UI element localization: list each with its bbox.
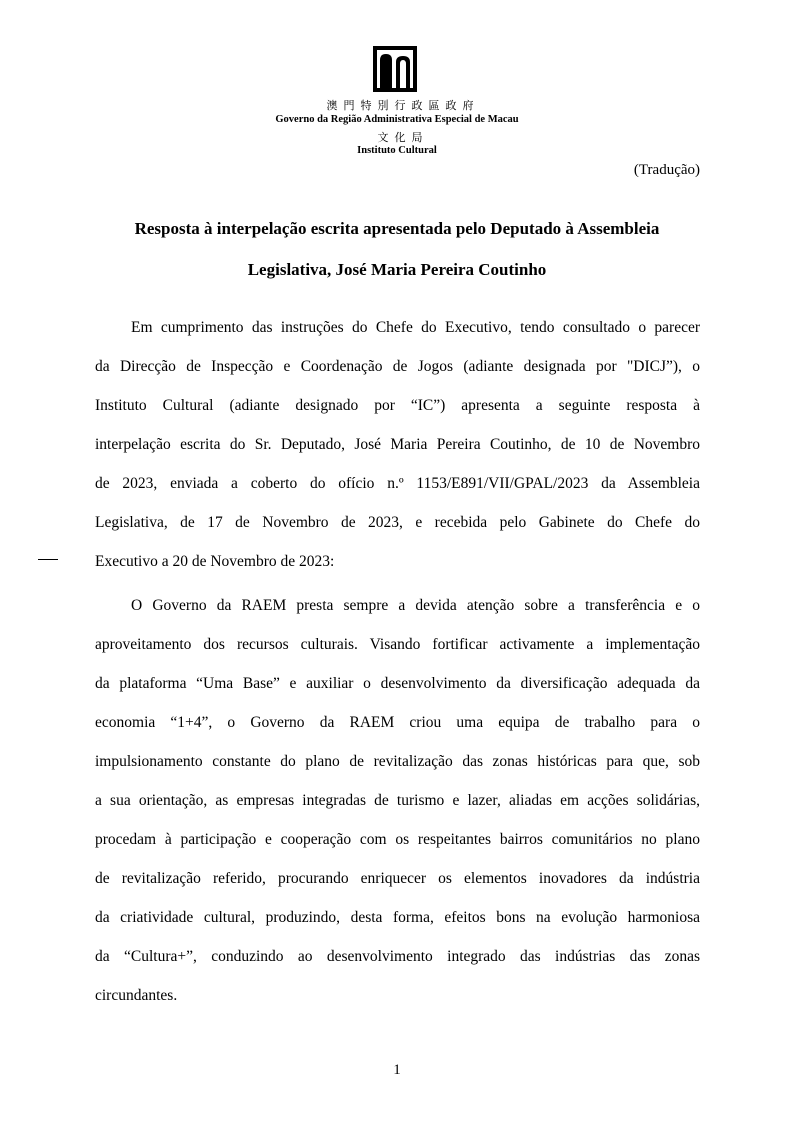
paragraph-line: Instituto Cultural (adiante designado por “IC”) apresenta a seguinte resposta à [95, 397, 700, 414]
paragraph-line: da criatividade cultural, produzindo, desta forma, efeitos bons na evolução harmoniosa [95, 909, 700, 926]
paragraph-line: circundantes. [95, 987, 178, 1004]
paragraph-line: da plataforma “Uma Base” e auxiliar o desenvolvimento da diversificação adequada da [95, 675, 700, 692]
header-institute-chinese: 文化局 [377, 131, 429, 144]
paragraph-line: economia “1+4”, o Governo da RAEM criou uma equipa de trabalho para o [95, 714, 700, 731]
page-number: 1 [393, 1062, 401, 1078]
translation-note: (Tradução) [633, 162, 700, 178]
paragraph-line: Em cumprimento das instruções do Chefe do Executivo, tendo consultado o parecer [131, 319, 700, 336]
document-title-line-1: Resposta à interpelação escrita apresentada pelo Deputado à Assembleia [134, 219, 660, 238]
paragraph-line: de 2023, enviada a coberto do ofício n.º 1153/E891/VII/GPAL/2023 da Assembleia [95, 475, 700, 492]
margin-dash [38, 559, 58, 560]
paragraph-line: a sua orientação, as empresas integradas de turismo e lazer, aliadas em acções solidárias, [95, 792, 700, 809]
paragraph-line: aproveitamento dos recursos culturais. Visando fortificar activamente a implementação [95, 636, 700, 653]
header-region-portuguese: Governo da Região Administrativa Especial de Macau [275, 114, 519, 125]
paragraph-line: da “Cultura+”, conduzindo ao desenvolvimento integrado das indústrias das zonas [95, 948, 700, 965]
macau-sar-emblem-icon [373, 46, 417, 92]
header-institute-portuguese: Instituto Cultural [357, 145, 437, 156]
paragraph-line: Executivo a 20 de Novembro de 2023: [95, 553, 335, 570]
paragraph-line: da Direcção de Inspecção e Coordenação de Jogos (adiante designada por "DICJ”), o [95, 358, 700, 375]
paragraph-line: interpelação escrita do Sr. Deputado, José Maria Pereira Coutinho, de 10 de Novembro [95, 436, 700, 453]
paragraph-line: O Governo da RAEM presta sempre a devida atenção sobre a transferência e o [131, 597, 700, 614]
document-title-line-2: Legislativa, José Maria Pereira Coutinho [247, 260, 547, 279]
paragraph-line: impulsionamento constante do plano de revitalização das zonas históricas para que, sob [95, 753, 700, 770]
header-region-chinese: 澳門特別行政區政府 [326, 99, 480, 112]
paragraph-line: de revitalização referido, procurando enriquecer os elementos inovadores da indústria [95, 870, 700, 887]
paragraph-line: Legislativa, de 17 de Novembro de 2023, e recebida pelo Gabinete do Chefe do [95, 514, 700, 531]
paragraph-line: procedam à participação e cooperação com os respeitantes bairros comunitários no plano [95, 831, 700, 848]
